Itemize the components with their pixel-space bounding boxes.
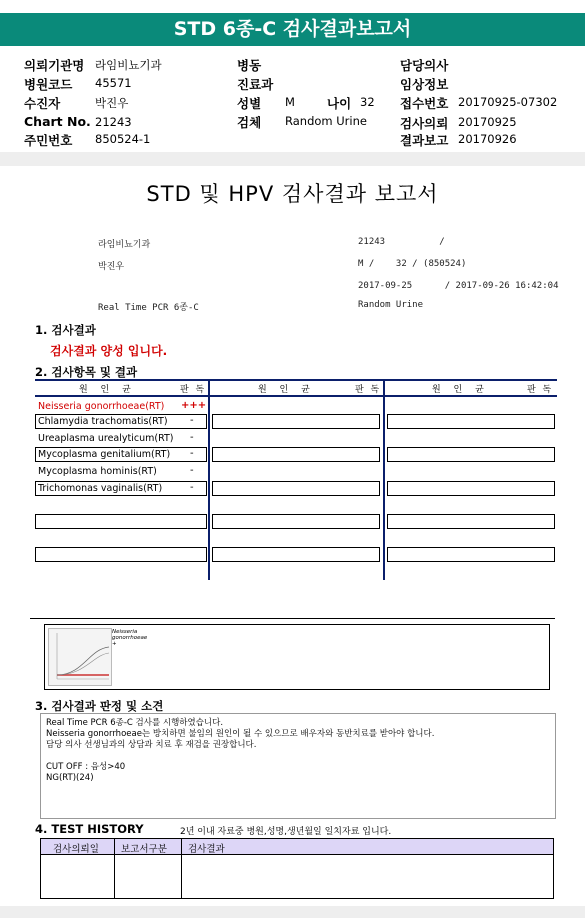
organism-name: Chlamydia trachomatis(RT) <box>38 416 168 427</box>
graph-legend: Neisseria gonorrhoeae + <box>112 629 148 647</box>
section4-heading: 4. TEST HISTORY <box>35 822 144 836</box>
positive-result: 검사결과 양성 입니다. <box>50 344 168 358</box>
requester-label: 의뢰기관명 <box>24 58 85 73</box>
organism-name: Neisseria gonorrhoeae(RT) <box>38 401 165 412</box>
history-table <box>40 838 554 899</box>
history-note: 2년 이내 자료중 병원,성명,생년월일 일치자료 입니다. <box>180 827 392 837</box>
chart-no-value: 21243 <box>95 115 132 129</box>
history-col-report-type: 보고서구분 <box>121 844 167 855</box>
info-hospital: 라임비뇨기과 <box>98 240 151 250</box>
col-organism-header: 원 인 균 <box>79 385 136 395</box>
table-header-rule <box>35 395 557 397</box>
info-chart: 21243 / <box>358 237 445 247</box>
report-date-label: 결과보고 <box>400 133 449 148</box>
chart-no-label: Chart No. <box>24 114 91 129</box>
info-sex-age: M / 32 / (850524) <box>358 259 467 269</box>
info-test-name: Real Time PCR 6종-C <box>98 303 199 313</box>
organism-name: Trichomonas vaginalis(RT) <box>38 483 163 494</box>
age-value: 32 <box>360 95 375 109</box>
organism-result: - <box>190 465 194 476</box>
footer-band <box>0 906 585 918</box>
info-dates: 2017-09-25 / 2017-09-26 16:42:04 <box>358 281 559 291</box>
resident-no-value: 850524-1 <box>95 132 151 146</box>
patient-label: 수진자 <box>24 96 61 111</box>
cutoff-line: CUT OFF : 음성>40 <box>46 762 126 772</box>
report-heading: STD 및 HPV 검사결과 보고서 <box>146 182 439 206</box>
column-divider <box>383 380 385 580</box>
opinion-line: 담당 의사 선생님과의 상담과 치료 후 재검을 권장합니다. <box>46 740 257 750</box>
section1-heading: 1. 검사결과 <box>35 323 96 337</box>
empty-row-box <box>212 514 380 529</box>
age-label: 나이 <box>327 96 352 111</box>
receipt-no-label: 접수번호 <box>400 96 449 111</box>
receipt-no-value: 20170925-07302 <box>458 95 558 109</box>
patient-value: 박진우 <box>95 96 129 110</box>
doctor-label: 담당의사 <box>400 58 449 73</box>
organism-result: - <box>190 432 194 443</box>
empty-row-box <box>212 481 380 496</box>
col-judge-header: 판 독 <box>355 385 382 395</box>
request-date-label: 검사의뢰 <box>400 116 449 131</box>
organism-name: Mycoplasma genitalium(RT) <box>38 449 171 460</box>
col-organism-header: 원 인 균 <box>258 385 315 395</box>
organism-name: Mycoplasma hominis(RT) <box>38 466 157 477</box>
empty-row-box <box>35 514 207 529</box>
resident-no-label: 주민번호 <box>24 133 73 148</box>
col-judge-header: 판 독 <box>180 385 207 395</box>
empty-row-box <box>387 481 555 496</box>
column-divider <box>208 380 210 580</box>
organism-result: - <box>190 482 194 493</box>
col-organism-header: 원 인 균 <box>432 385 489 395</box>
empty-row-box <box>212 414 380 429</box>
empty-row-box <box>212 547 380 562</box>
opinion-box <box>40 713 556 819</box>
organism-result: - <box>190 415 194 426</box>
opinion-line: Neisseria gonorrhoeae는 방치하면 불임의 원인이 될 수 있으므로 배우자와 동반치료를 받아야 합니다. <box>46 729 435 739</box>
request-date-value: 20170925 <box>458 115 517 129</box>
empty-row-box <box>387 547 555 562</box>
specimen-value: Random Urine <box>285 114 367 128</box>
opinion-spacer <box>46 751 550 762</box>
info-specimen: Random Urine <box>358 300 424 310</box>
requester-value: 라임비뇨기과 <box>95 58 162 72</box>
empty-row-box <box>387 514 555 529</box>
separator-band <box>0 152 585 166</box>
organism-result: - <box>190 448 194 459</box>
organism-result: +++ <box>181 400 207 411</box>
clinical-info-label: 임상정보 <box>400 77 449 92</box>
sex-value: M <box>285 95 295 109</box>
section3-heading: 3. 검사결과 판정 및 소견 <box>35 699 164 713</box>
report-title-bar: STD 6종-C 검사결과보고서 <box>0 13 585 46</box>
pcr-amplification-chart <box>48 628 112 686</box>
opinion-line: Real Time PCR 6종-C 검사를 시행하였습니다. <box>46 718 224 728</box>
info-patient: 박진우 <box>98 262 125 272</box>
history-col-result: 검사결과 <box>188 844 225 855</box>
report-date-value: 20170926 <box>458 132 517 146</box>
section2-heading: 2. 검사항목 및 결과 <box>35 365 138 379</box>
sex-label: 성별 <box>237 96 262 111</box>
section-divider <box>30 618 555 619</box>
ward-label: 병동 <box>237 58 262 73</box>
history-col-request-date: 검사의뢰일 <box>53 844 99 855</box>
table-top-rule <box>35 379 557 381</box>
empty-row-box <box>35 547 207 562</box>
col-judge-header: 판 독 <box>527 385 554 395</box>
empty-row-box <box>212 447 380 462</box>
organism-name: Ureaplasma urealyticum(RT) <box>38 433 174 444</box>
dept-label: 진료과 <box>237 77 274 92</box>
hospital-code-value: 45571 <box>95 76 132 90</box>
empty-row-box <box>387 447 555 462</box>
hospital-code-label: 병원코드 <box>24 77 73 92</box>
pcr-curve-svg <box>49 629 111 685</box>
ng-line: NG(RT)(24) <box>46 773 94 783</box>
empty-row-box <box>387 414 555 429</box>
specimen-label: 검체 <box>237 115 262 130</box>
